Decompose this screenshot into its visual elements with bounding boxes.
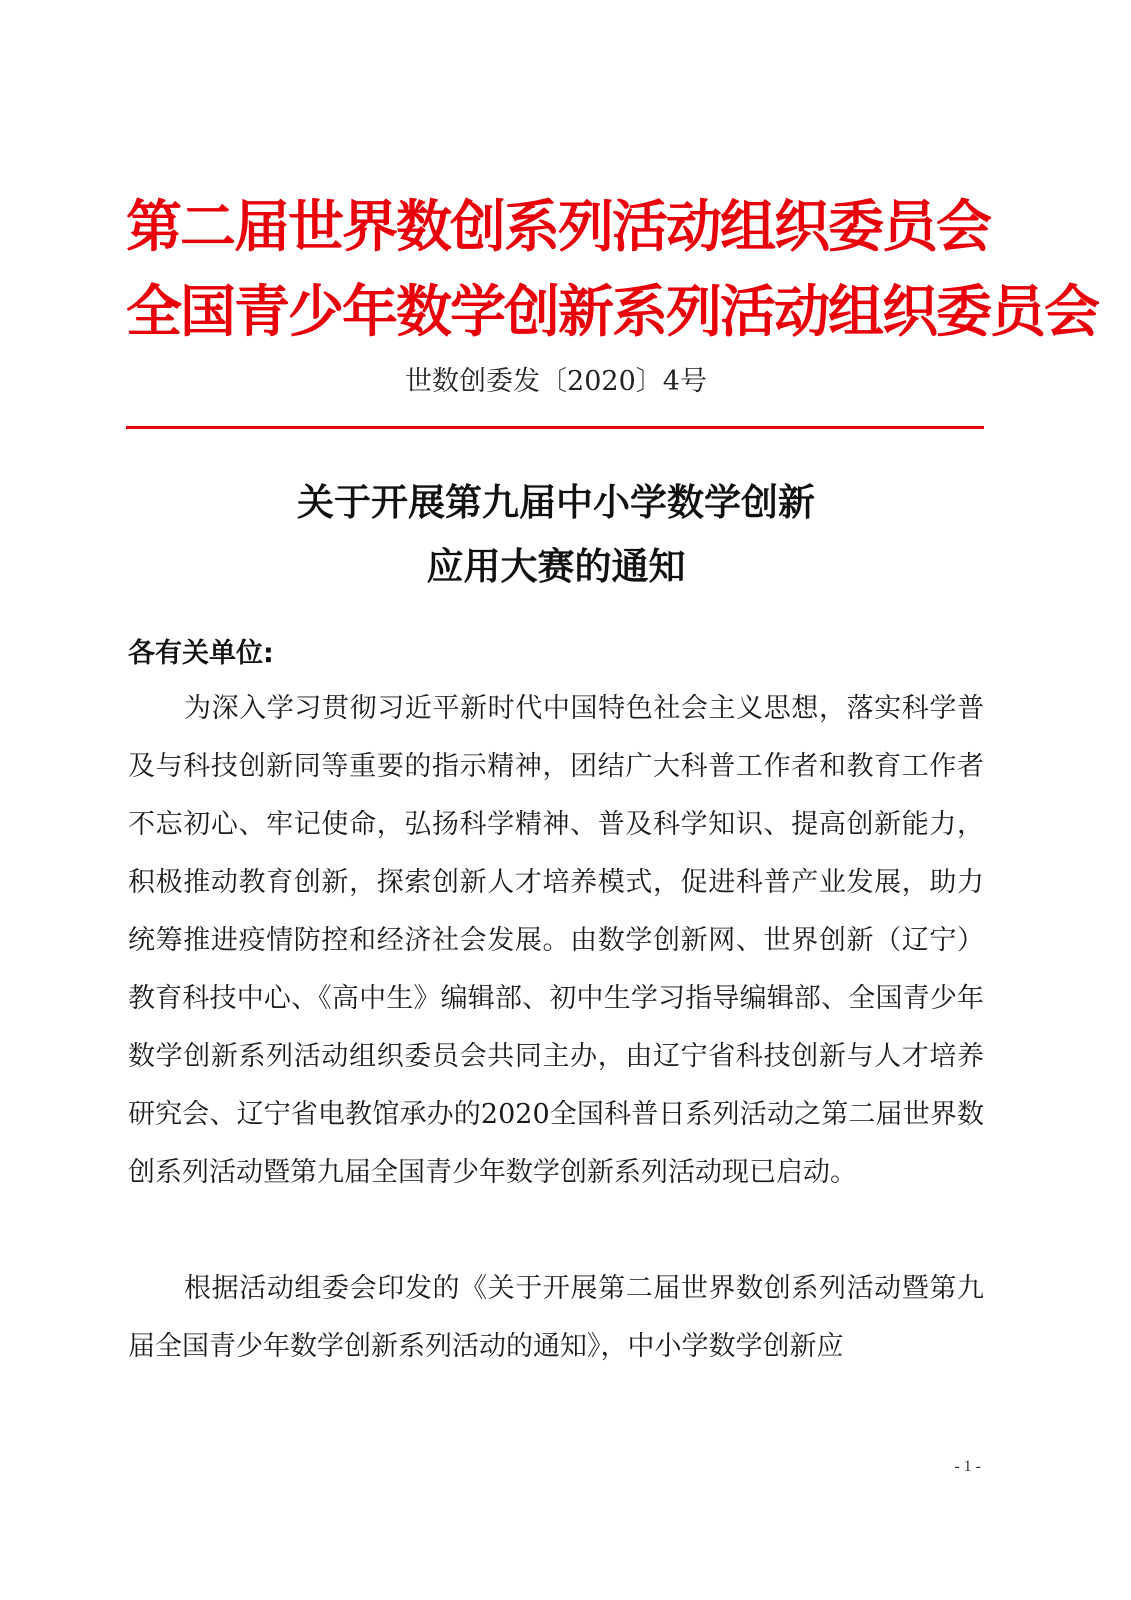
salutation: 各有关单位: [128, 638, 274, 669]
notice-title-line-2: 应用大赛的通知 [426, 545, 686, 588]
notice-title-line-1: 关于开展第九届中小学数学创新 [297, 481, 815, 524]
issuer-name-line-1: 第二届世界数创系列活动组织委员会 [126, 195, 990, 260]
body-paragraph-2: 根据活动组委会印发的《关于开展第二届世界数创系列活动暨第九届全国青少年数学创新系列活动的通知》，中小学数学创新应 [128, 1273, 984, 1362]
document-number: 世数创委发〔2020〕4号 [405, 366, 707, 397]
red-divider-line [126, 426, 984, 429]
body-paragraph-1: 为深入学习贯彻习近平新时代中国特色社会主义思想，落实科学普及与科技创新同等重要的指示精神，团结广大科普工作者和教育工作者不忘初心、牢记使命，弘扬科学精神、普及科学知识、提高创新能力，积极推动教育创新，探索创新人才培养模式，促进科普产业发展，助力统筹推进疫情防控和经济社会发展。由数学创新网、世界创新（辽宁）教育科技中心、《高中生》编辑部、初中生学习指导编辑部、全国青少年数学创新系列活动组织委员会共同主办，由辽宁省科技创新与人才培养研究会、辽宁省电教馆承办的2020全国科普日系列活动之第二届世界数创系列活动暨第九届全国青少年数学创新系列活动现已启动。 [128, 693, 984, 1188]
issuer-name-line-2: 全国青少年数学创新系列活动组织委员会 [126, 280, 1098, 345]
page-number: - 1 - [954, 1458, 981, 1475]
